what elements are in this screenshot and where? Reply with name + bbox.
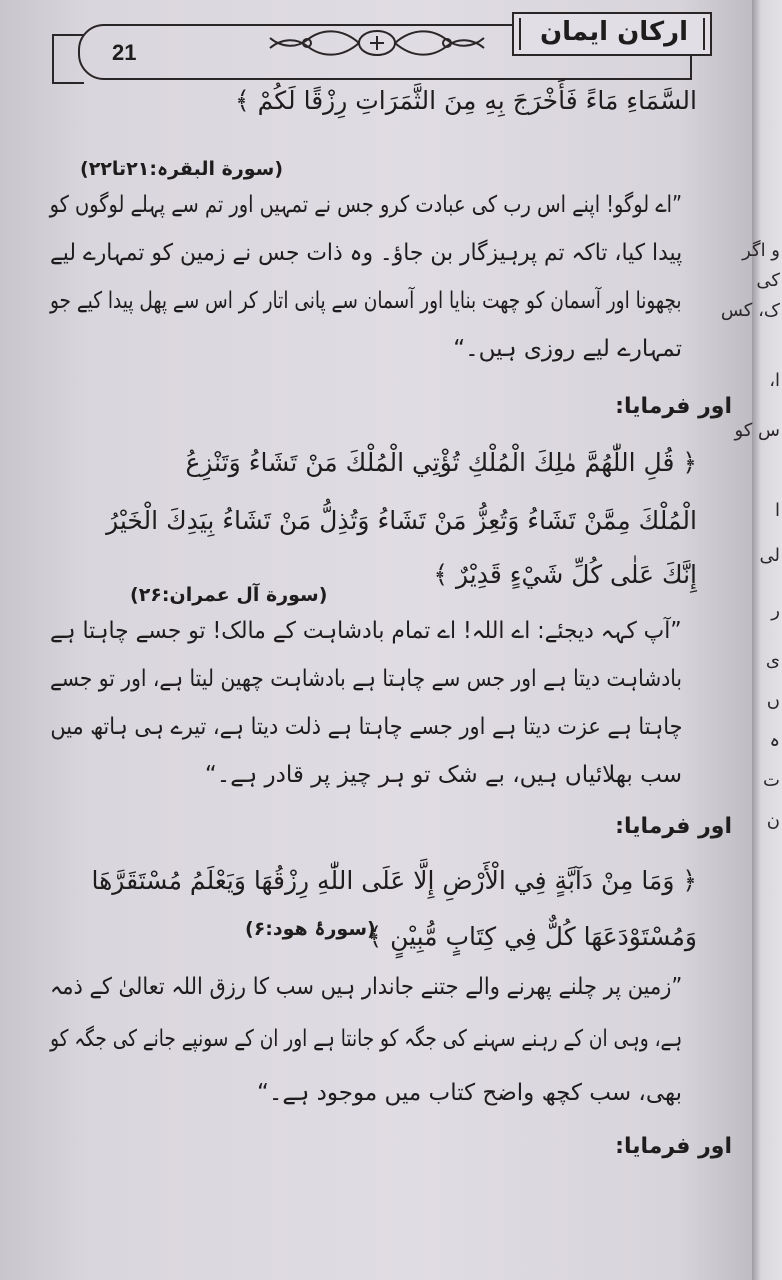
adjacent-page-text: ا، [769, 370, 780, 391]
page-number: 21 [112, 40, 137, 65]
ayah-1-tail: السَّمَاءِ مَاءً فَأَخْرَجَ بِهِ مِنَ الثَّمَرَاتِ رِزْقًا لَكُمْ ﴾ [234, 86, 697, 115]
translation-3-line-1: ”زمین پر چلنے پھرنے والے جتنے جاندار ہیں سب کا رزق اللہ تعالیٰ کے ذمہ [49, 974, 682, 1000]
reference-3: (سورۂ ھود:۶) [245, 918, 376, 940]
translation-1-line-1: ”اے لوگو! اپنے اس رب کی عبادت کرو جس نے تمہیں اور تم سے پہلے لوگوں کو [49, 192, 682, 218]
intro-2: اور فرمایا: [615, 814, 732, 839]
translation-2-line-3: چاہتا ہے عزت دیتا ہے اور جسے چاہتا ہے ذلت دیتا ہے، تیرے ہی ہاتھ میں [49, 714, 682, 740]
adjacent-page-text: ں [766, 690, 780, 711]
page-header [52, 6, 712, 82]
adjacent-page-text: ت [763, 770, 780, 791]
adjacent-page-text: ن [766, 810, 780, 831]
ayah-3-line-1: ﴿ وَمَا مِنْ دَآبَّةٍ فِي الْأَرْضِ إِلَّا عَلَى اللّٰهِ رِزْقُهَا وَيَعْلَمُ مُسْتَقَرَّهَا [91, 866, 697, 895]
translation-2-line-1: ”آپ کہہ دیجئے: اے اللہ! اے تمام بادشاہت کے مالک! تو جسے چاہتا ہے [50, 618, 682, 644]
adjacent-page-text: ک، کس [720, 300, 780, 321]
translation-3-line-3: بھی، سب کچھ واضح کتاب میں موجود ہے۔“ [256, 1080, 682, 1106]
adjacent-page-text: ہ [769, 730, 780, 751]
intro-3: اور فرمایا: [615, 1134, 732, 1159]
translation-1-line-2: پیدا کیا، تاکہ تم پرہیزگار بن جاؤ۔ وہ ذات جس نے زمین کو تمہارے لیے [49, 240, 682, 266]
ayah-2-line-3: إِنَّكَ عَلٰى كُلِّ شَيْءٍ قَدِيْرٌ ﴾ [433, 560, 697, 589]
adjacent-page-text: ا [774, 500, 780, 521]
intro-1: اور فرمایا: [615, 394, 732, 419]
chapter-title: ارکان ایمان [539, 17, 689, 47]
reference-2: (سورة آل عمران:۲۶) [130, 584, 328, 606]
translation-3-line-2: ہے، وہی ان کے رہنے سہنے کی جگہ کو جانتا ہے اور ان کے سونپے جانے کی جگہ کو [49, 1026, 682, 1052]
floral-ornament-icon [262, 20, 492, 66]
ayah-3-line-2: وَمُسْتَوْدَعَهَا كُلٌّ فِي كِتَابٍ مُّبِيْنٍ ﴾ [367, 922, 697, 951]
adjacent-page-text: و اگر [742, 240, 780, 261]
adjacent-page-text: لی [759, 545, 780, 566]
ayah-2-line-2: الْمُلْكَ مِمَّنْ تَشَاءُ وَتُعِزُّ مَنْ تَشَاءُ وَتُذِلُّ مَنْ تَشَاءُ بِيَدِكَ الْخَيْرُ [106, 506, 697, 535]
adjacent-page-text: س کو [734, 420, 780, 441]
adjacent-page-text: کی [756, 270, 780, 291]
reference-1: (سورة البقرہ:۲۱تا۲۲) [80, 158, 284, 180]
translation-1-line-3: بچھونا اور آسمان کو چھت بنایا اور آسمان سے پانی اتار کر اس سے پھل پیدا کیے جو [50, 288, 682, 314]
translation-1-line-4: تمہارے لیے روزی ہیں۔“ [453, 336, 682, 362]
adjacent-page-text: ی [765, 650, 780, 671]
adjacent-page-edge [720, 0, 782, 1280]
translation-2-line-2: بادشاہت دیتا ہے اور جس سے چاہتا ہے بادشاہت چھین لیتا ہے، اور تو جسے [49, 666, 682, 692]
adjacent-page-text: ر [771, 600, 780, 621]
translation-2-line-4: سب بھلائیاں ہیں، بے شک تو ہر چیز پر قادر ہے۔“ [204, 762, 682, 788]
ayah-2-line-1: ﴿ قُلِ اللّٰهُمَّ مٰلِكَ الْمُلْكِ تُؤْتِي الْمُلْكَ مَنْ تَشَاءُ وَتَنْزِعُ [185, 448, 697, 477]
